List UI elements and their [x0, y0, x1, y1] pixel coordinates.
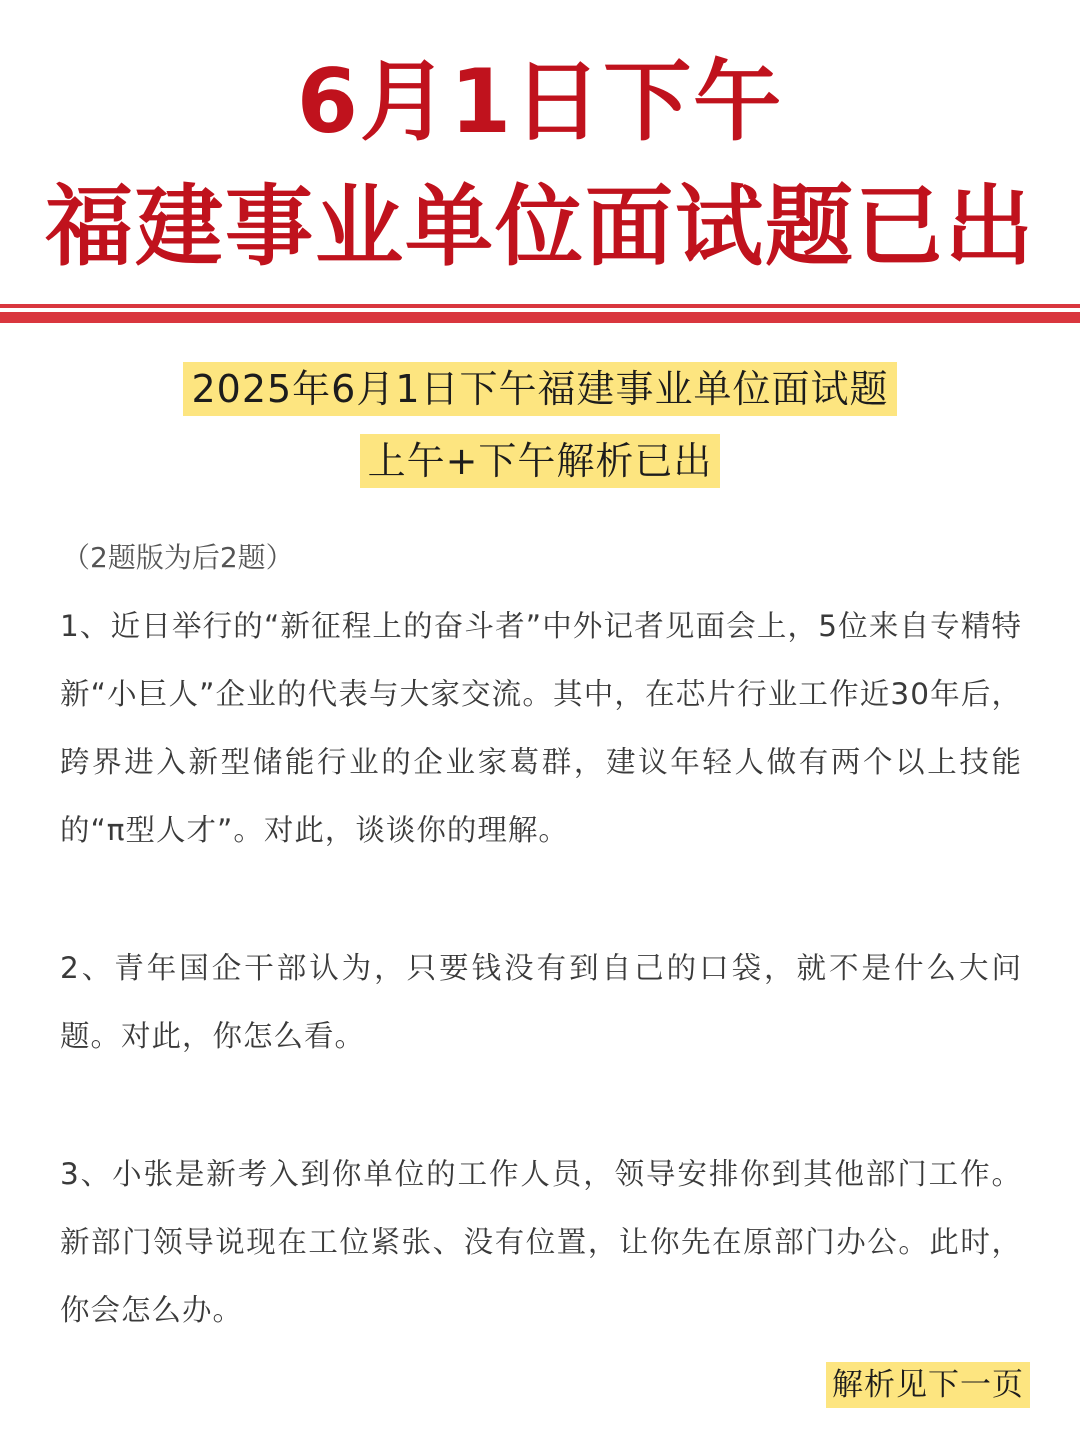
subtitle-line2-wrap	[0, 434, 1080, 488]
header-divider-thick	[0, 312, 1080, 323]
page-title-line1: 6月1日下午	[296, 50, 784, 153]
subtitle-line1: 2025年6月1日下午福建事业单位面试题	[183, 362, 896, 416]
header-divider-thin	[0, 304, 1080, 308]
question-1: 1、近日举行的“新征程上的奋斗者”中外记者见面会上，5位来自专精特新“小巨人”企业的代表与大家交流。其中，在芯片行业工作近30年后，跨界进入新型储能行业的企业家葛群，建议年轻人做有两个以上技能的“π型人才”。对此，谈谈你的理解。	[60, 609, 1022, 847]
subtitle-line2: 上午+下午解析已出	[360, 434, 721, 488]
next-page-tag: 解析见下一页	[826, 1362, 1030, 1408]
question-2: 2、青年国企干部认为，只要钱没有到自己的口袋，就不是什么大问题。对此，你怎么看。	[60, 951, 1022, 1053]
page-title-line2: 福建事业单位面试题已出	[44, 175, 1035, 278]
question-3: 3、小张是新考入到你单位的工作人员，领导安排你到其他部门工作。新部门领导说现在工位紧张、没有位置，让你先在原部门办公。此时，你会怎么办。	[60, 1157, 1022, 1327]
subtitle-line1-wrap	[0, 362, 1080, 416]
version-note: （2题版为后2题）	[62, 541, 294, 574]
